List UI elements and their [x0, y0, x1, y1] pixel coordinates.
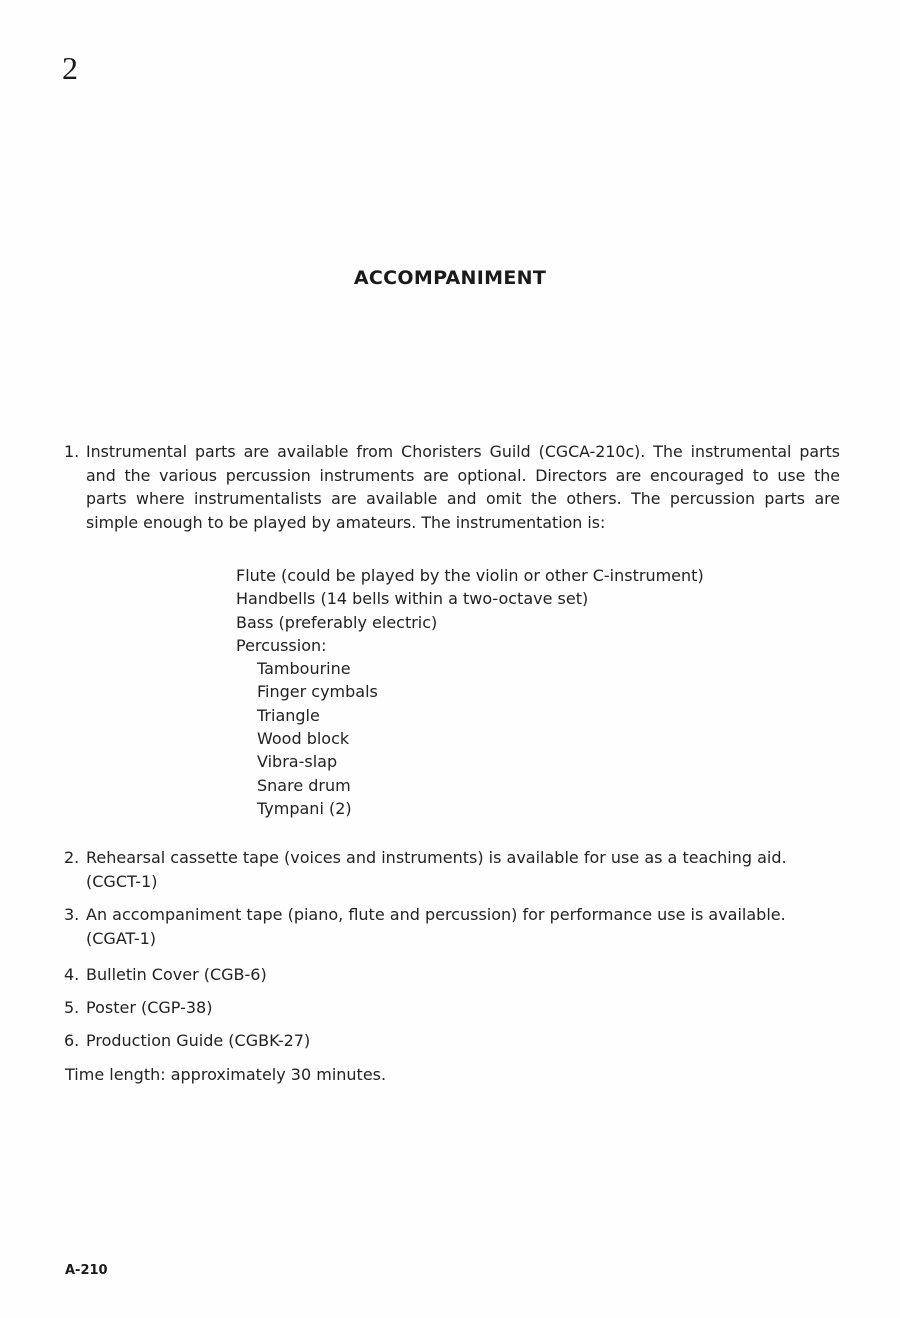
- list-item-instrumental-parts: [64, 440, 840, 534]
- item-number: 1.: [64, 442, 80, 461]
- item-number: 6.: [64, 1031, 80, 1050]
- percussion-list: [257, 657, 704, 820]
- item-text: Instrumental parts are available from Choristers Guild (CGCA-210c). The instrumental parts and the various percussion instruments are optional. Directors are encouraged to use the parts where instrumentalists are available and omit the others. The percussion parts are simple enough to be played by amateurs. The instrumentation is:: [86, 442, 840, 532]
- page-number: 2: [62, 50, 78, 86]
- instrument-bass: Bass (preferably electric): [236, 612, 438, 632]
- item-text: Bulletin Cover (CGB-6): [86, 965, 267, 984]
- list-item-poster: [64, 996, 840, 1020]
- instrument-flute: Flute (could be played by the violin or other C-instrument): [236, 566, 704, 585]
- item-text: Poster (CGP-38): [86, 998, 213, 1017]
- footer-code: A-210: [65, 1263, 108, 1278]
- percussion-item: Finger cymbals: [257, 682, 378, 702]
- time-length: Time length: approximately 30 minutes.: [65, 1065, 387, 1084]
- instrument-handbells: Handbells (14 bells within a two-octave set): [236, 589, 589, 609]
- item-number: 2.: [64, 848, 80, 867]
- item-text: Rehearsal cassette tape (voices and instruments) is available for use as a teaching aid. (CGCT-1): [86, 848, 787, 891]
- instrumentation-list: [236, 564, 704, 820]
- percussion-item: Tympani (2): [257, 798, 352, 818]
- list-item-bulletin-cover: [64, 963, 840, 987]
- section-title: ACCOMPANIMENT: [353, 267, 547, 289]
- percussion-item: Triangle: [257, 705, 320, 725]
- percussion-item: Tambourine: [257, 659, 351, 679]
- item-number: 4.: [64, 965, 80, 984]
- percussion-item: Wood block: [257, 729, 350, 749]
- percussion-item: Snare drum: [257, 775, 351, 795]
- item-text: An accompaniment tape (piano, flute and percussion) for performance use is available. (CGAT-1): [86, 905, 786, 948]
- percussion-label: Percussion:: [236, 635, 327, 655]
- percussion-item: Vibra-slap: [257, 752, 338, 772]
- list-item-production-guide: [64, 1029, 840, 1053]
- item-text: Production Guide (CGBK-27): [86, 1031, 311, 1050]
- item-number: 5.: [64, 998, 80, 1017]
- item-number: 3.: [64, 905, 80, 924]
- list-item-accompaniment-tape: [64, 903, 840, 950]
- list-item-rehearsal-tape: [64, 846, 840, 893]
